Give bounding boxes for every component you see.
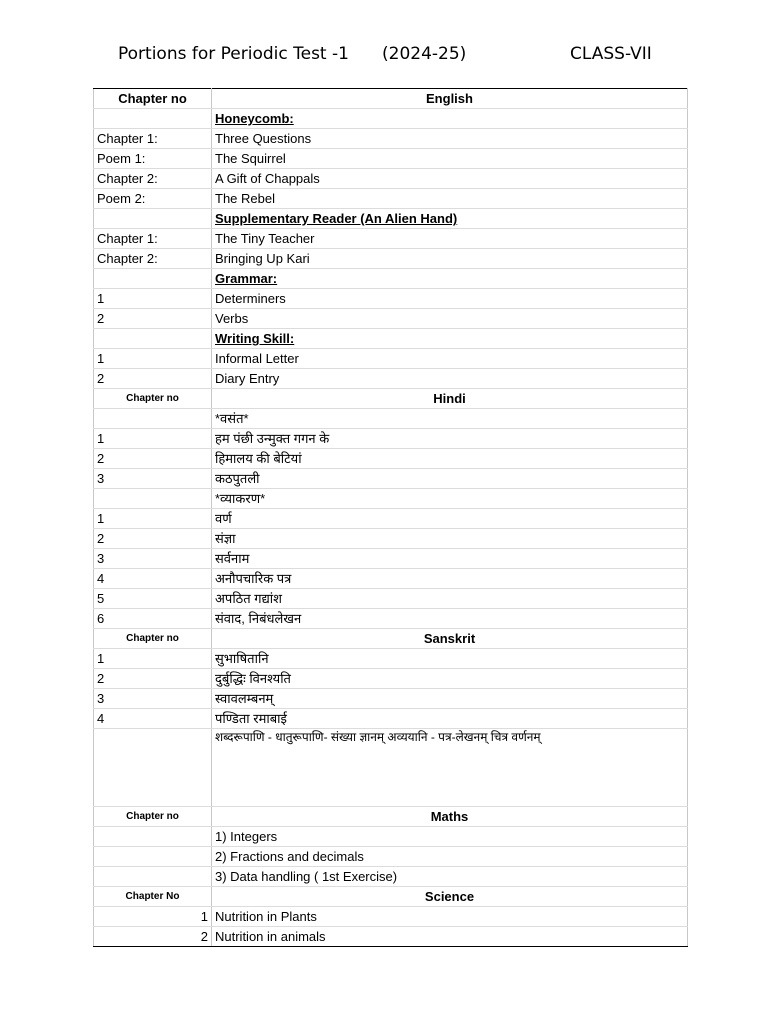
table-row xyxy=(94,329,688,349)
chapter-no-header: Chapter no xyxy=(94,807,212,827)
table-row: 2 संज्ञा xyxy=(94,529,688,549)
table-row: 1) Integers xyxy=(94,827,688,847)
subject-science: Science xyxy=(212,887,688,907)
chapter-no-header: Chapter no xyxy=(94,389,212,409)
table-row: 4 पण्डिता रमाबाई xyxy=(94,709,688,729)
table-row xyxy=(94,109,688,129)
title-text: Portions for Periodic Test -1 xyxy=(118,44,349,64)
table-row xyxy=(94,269,688,289)
table-row: Chapter 2: Bringing Up Kari xyxy=(94,249,688,269)
table-row: 2) Fractions and decimals xyxy=(94,847,688,867)
table-row: Poem 2: The Rebel xyxy=(94,189,688,209)
maths-header-row xyxy=(94,807,688,827)
chapter-no-header: Chapter no xyxy=(94,629,212,649)
section-heading: Grammar: xyxy=(212,269,688,289)
subject-english: English xyxy=(212,89,688,109)
table-row: 1 Determiners xyxy=(94,289,688,309)
hindi-header-row xyxy=(94,389,688,409)
table-row: 6 संवाद, निबंधलेखन xyxy=(94,609,688,629)
table-row xyxy=(94,209,688,229)
english-header-row xyxy=(94,89,688,109)
chapter-no-header: Chapter No xyxy=(94,887,212,907)
portions-table xyxy=(93,88,688,947)
subject-maths: Maths xyxy=(212,807,688,827)
table-row: 1 Informal Letter xyxy=(94,349,688,369)
table-row: Poem 1: The Squirrel xyxy=(94,149,688,169)
table-row: 4 अनौपचारिक पत्र xyxy=(94,569,688,589)
page-title xyxy=(0,44,768,68)
table-row: शब्दरूपाणि - धातुरूपाणि- संख्या ज्ञानम् अव्ययानि - पत्र-लेखनम् चित्र वर्णनम् xyxy=(94,729,688,807)
science-header-row xyxy=(94,887,688,907)
table-row: 3 कठपुतली xyxy=(94,469,688,489)
table-row: 3 सर्वनाम xyxy=(94,549,688,569)
table-row: *वसंत* xyxy=(94,409,688,429)
table-row: 2 Verbs xyxy=(94,309,688,329)
table-row: Chapter 2: A Gift of Chappals xyxy=(94,169,688,189)
table-row: 1 वर्ण xyxy=(94,509,688,529)
class-label: CLASS-VII xyxy=(570,44,652,64)
section-heading: Supplementary Reader (An Alien Hand) xyxy=(212,209,688,229)
chapter-no-header: Chapter no xyxy=(94,89,212,109)
table-row: 2 Nutrition in animals xyxy=(94,927,688,947)
table-row: 2 दुर्बुद्धिः विनश्यति xyxy=(94,669,688,689)
table-row: 1 Nutrition in Plants xyxy=(94,907,688,927)
section-heading: Writing Skill: xyxy=(212,329,688,349)
table-row: 1 हम पंछी उन्मुक्त गगन के xyxy=(94,429,688,449)
table-row: 3 स्वावलम्बनम् xyxy=(94,689,688,709)
section-heading: Honeycomb: xyxy=(212,109,688,129)
table-row: 2 Diary Entry xyxy=(94,369,688,389)
table-row: 2 हिमालय की बेटियां xyxy=(94,449,688,469)
subject-hindi: Hindi xyxy=(212,389,688,409)
subject-sanskrit: Sanskrit xyxy=(212,629,688,649)
sanskrit-header-row xyxy=(94,629,688,649)
table-row: 5 अपठित गद्यांश xyxy=(94,589,688,609)
table-row: Chapter 1: The Tiny Teacher xyxy=(94,229,688,249)
table-row: *व्याकरण* xyxy=(94,489,688,509)
table-row: 3) Data handling ( 1st Exercise) xyxy=(94,867,688,887)
table-row: Chapter 1: Three Questions xyxy=(94,129,688,149)
table-row: 1 सुभाषितानि xyxy=(94,649,688,669)
academic-year: (2024-25) xyxy=(382,44,467,64)
